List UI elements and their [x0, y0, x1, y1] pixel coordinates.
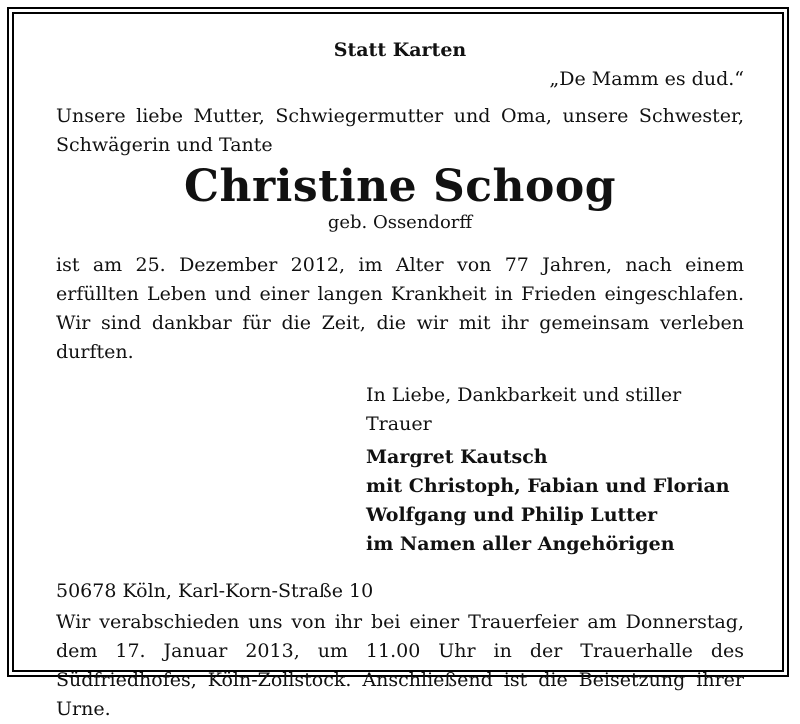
mourner-line: Margret Kautsch — [366, 446, 548, 468]
signature-intro: In Liebe, Dankbarkeit und stiller Trauer — [366, 384, 682, 435]
notice-header: Statt Karten — [333, 39, 467, 61]
mourner-line: im Namen aller Angehörigen — [366, 533, 675, 555]
birth-name: geb. Ossendorff — [327, 212, 473, 233]
funeral-info: Wir verabschieden uns von ihr bei einer Trauerfeier am Donnerstag, dem 17. Januar 2013, um 11.00 Uhr in der Trauerhalle des Südfriedhofes, Köln-Zollstock. Anschließend ist die Beisetzung ihrer Urne. — [56, 611, 744, 720]
family-address: 50678 Köln, Karl-Korn-Straße 10 — [56, 580, 374, 602]
signature-block — [366, 381, 744, 559]
notice-motto: „De Mamm es dud.“ — [549, 68, 744, 90]
notice-intro: Unsere liebe Mutter, Schwiegermutter und Oma, unsere Schwester, Schwägerin und Tante — [56, 105, 744, 156]
deceased-name: Christine Schoog — [183, 161, 617, 212]
obituary-notice — [56, 36, 744, 724]
mourner-line: mit Christoph, Fabian und Florian — [366, 475, 730, 497]
mourner-line: Wolfgang und Philip Lutter — [366, 504, 658, 526]
notice-text: ist am 25. Dezember 2012, im Alter von 77 Jahren, nach einem erfüllten Leben und einer langen Krankheit in Frieden eingeschlafen. Wir sind dankbar für die Zeit, die wir mit ihr gemeinsam verleben durften. — [56, 254, 744, 363]
mourner-list — [366, 443, 744, 559]
